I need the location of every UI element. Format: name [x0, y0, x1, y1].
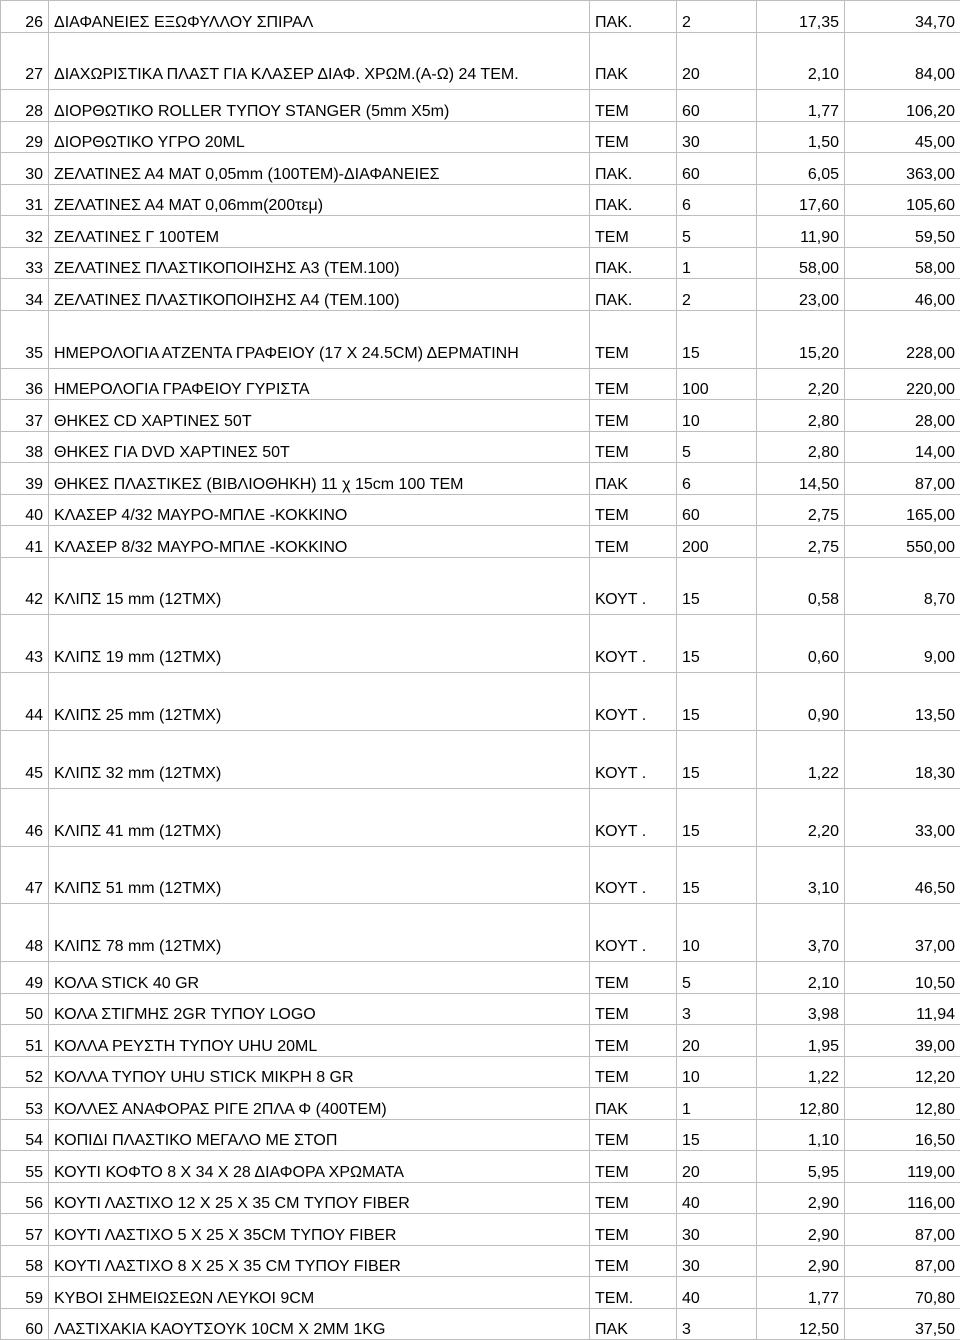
total-cell: 105,60 [845, 184, 960, 216]
quantity-cell: 15 [677, 788, 757, 846]
unit-price-cell: 2,75 [757, 494, 845, 526]
total-cell: 87,00 [845, 1245, 960, 1277]
unit-cell: ΠΑΚ. [590, 279, 677, 311]
table-row [1, 1277, 960, 1309]
unit-price-cell: 23,00 [757, 279, 845, 311]
table-row [1, 121, 960, 153]
unit-cell: ΠΑΚ [590, 32, 677, 90]
total-cell: 28,00 [845, 400, 960, 432]
quantity-cell: 1 [677, 247, 757, 279]
item-number-cell: 43 [1, 615, 49, 673]
unit-cell: ΤΕΜ [590, 1056, 677, 1088]
unit-price-cell: 0,58 [757, 557, 845, 615]
description-cell: ΚΟΠΙΔΙ ΠΛΑΣΤΙΚΟ ΜΕΓΑΛΟ ΜΕ ΣΤΟΠ [49, 1119, 590, 1151]
total-cell: 106,20 [845, 90, 960, 122]
unit-cell: ΤΕΜ [590, 1119, 677, 1151]
description-cell: ΔΙΟΡΘΩΤΙΚΟ ΥΓΡΟ 20ML [49, 121, 590, 153]
total-cell: 39,00 [845, 1025, 960, 1057]
unit-cell: ΠΑΚ [590, 1308, 677, 1340]
unit-price-cell: 2,80 [757, 431, 845, 463]
item-number-cell: 48 [1, 904, 49, 962]
description-cell: ΚΛΑΣΕΡ 8/32 ΜΑΥΡΟ-ΜΠΛΕ -ΚΟΚΚΙΝΟ [49, 526, 590, 558]
item-number-cell: 58 [1, 1245, 49, 1277]
unit-cell: ΚΟΥΤ . [590, 673, 677, 731]
description-cell: ΚΟΛΛΑ ΤΥΠΟΥ UHU STICK ΜΙΚΡΗ 8 GR [49, 1056, 590, 1088]
item-number-cell: 31 [1, 184, 49, 216]
description-cell: ΚΛΙΠΣ 78 mm (12ΤΜΧ) [49, 904, 590, 962]
total-cell: 12,20 [845, 1056, 960, 1088]
unit-cell: ΤΕΜ [590, 526, 677, 558]
unit-cell: ΤΕΜ [590, 993, 677, 1025]
table-row [1, 463, 960, 495]
unit-cell: ΤΕΜ [590, 121, 677, 153]
description-cell: ΔΙΑΧΩΡΙΣΤΙΚΑ ΠΛΑΣΤ ΓΙΑ ΚΛΑΣΕΡ ΔΙΑΦ. ΧΡΩΜ.(Α-Ω) 24 ΤΕΜ. [49, 32, 590, 90]
table-row [1, 1119, 960, 1151]
quantity-cell: 60 [677, 153, 757, 185]
item-number-cell: 57 [1, 1214, 49, 1246]
unit-price-cell: 2,90 [757, 1214, 845, 1246]
table-row [1, 247, 960, 279]
description-cell: ΚΟΛΛΕΣ ΑΝΑΦΟΡΑΣ ΡΙΓΕ 2ΠΛΑ Φ (400ΤΕΜ) [49, 1088, 590, 1120]
unit-cell: ΤΕΜ [590, 1025, 677, 1057]
description-cell: ΚΛΙΠΣ 15 mm (12ΤΜΧ) [49, 557, 590, 615]
total-cell: 45,00 [845, 121, 960, 153]
quantity-cell: 15 [677, 730, 757, 788]
item-number-cell: 45 [1, 730, 49, 788]
unit-price-cell: 2,90 [757, 1182, 845, 1214]
description-cell: ΖΕΛΑΤΙΝΕΣ ΠΛΑΣΤΙΚΟΠΟΙΗΣΗΣ Α4 (ΤΕΜ.100) [49, 279, 590, 311]
unit-cell: ΤΕΜ. [590, 1277, 677, 1309]
description-cell: ΚΛΙΠΣ 32 mm (12ΤΜΧ) [49, 730, 590, 788]
unit-price-cell: 11,90 [757, 216, 845, 248]
item-number-cell: 35 [1, 310, 49, 368]
unit-cell: ΚΟΥΤ . [590, 615, 677, 673]
description-cell: ΚΟΛΛΑ ΡΕΥΣΤΗ ΤΥΠΟΥ UHU 20ML [49, 1025, 590, 1057]
unit-price-cell: 2,20 [757, 788, 845, 846]
unit-cell: ΤΕΜ [590, 494, 677, 526]
quantity-cell: 60 [677, 90, 757, 122]
description-cell: ΚΛΙΠΣ 25 mm (12ΤΜΧ) [49, 673, 590, 731]
table-row [1, 368, 960, 400]
unit-price-cell: 3,70 [757, 904, 845, 962]
item-number-cell: 33 [1, 247, 49, 279]
description-cell: ΛΑΣΤΙΧΑΚΙΑ ΚΑΟΥΤΣΟΥΚ 10CM Χ 2ΜΜ 1KG [49, 1308, 590, 1340]
unit-price-cell: 1,50 [757, 121, 845, 153]
unit-price-cell: 14,50 [757, 463, 845, 495]
total-cell: 220,00 [845, 368, 960, 400]
unit-cell: ΤΕΜ [590, 216, 677, 248]
description-cell: ΚΛΙΠΣ 19 mm (12ΤΜΧ) [49, 615, 590, 673]
quantity-cell: 6 [677, 184, 757, 216]
item-number-cell: 42 [1, 557, 49, 615]
item-number-cell: 34 [1, 279, 49, 311]
unit-cell: ΚΟΥΤ . [590, 904, 677, 962]
description-cell: ΖΕΛΑΤΙΝΕΣ ΠΛΑΣΤΙΚΟΠΟΙΗΣΗΣ Α3 (ΤΕΜ.100) [49, 247, 590, 279]
total-cell: 363,00 [845, 153, 960, 185]
item-number-cell: 51 [1, 1025, 49, 1057]
item-number-cell: 54 [1, 1119, 49, 1151]
unit-price-cell: 2,10 [757, 32, 845, 90]
item-number-cell: 28 [1, 90, 49, 122]
item-number-cell: 40 [1, 494, 49, 526]
total-cell: 37,00 [845, 904, 960, 962]
total-cell: 34,70 [845, 1, 960, 33]
table-row [1, 184, 960, 216]
quantity-cell: 20 [677, 32, 757, 90]
description-cell: ΚΟΛΑ STICK 40 GR [49, 962, 590, 994]
quantity-cell: 30 [677, 1214, 757, 1246]
unit-price-cell: 2,90 [757, 1245, 845, 1277]
unit-cell: ΤΕΜ [590, 1182, 677, 1214]
quantity-cell: 2 [677, 279, 757, 311]
item-number-cell: 50 [1, 993, 49, 1025]
unit-cell: ΚΟΥΤ . [590, 730, 677, 788]
quantity-cell: 15 [677, 1119, 757, 1151]
item-number-cell: 47 [1, 846, 49, 904]
quantity-cell: 1 [677, 1088, 757, 1120]
item-number-cell: 27 [1, 32, 49, 90]
unit-cell: ΚΟΥΤ . [590, 846, 677, 904]
unit-price-cell: 6,05 [757, 153, 845, 185]
description-cell: ΗΜΕΡΟΛΟΓΙΑ ΑΤΖΕΝΤΑ ΓΡΑΦΕΙΟΥ (17 Χ 24.5CM) ΔΕΡΜΑΤΙΝΗ [49, 310, 590, 368]
description-cell: ΔΙΟΡΘΩΤΙΚΟ ROLLER ΤΥΠΟΥ STANGER (5mm X5m) [49, 90, 590, 122]
description-cell: ΖΕΛΑΤΙΝΕΣ Α4 ΜΑΤ 0,06mm(200τεμ) [49, 184, 590, 216]
description-cell: ΔΙΑΦΑΝΕΙΕΣ ΕΞΩΦΥΛΛΟΥ ΣΠΙΡΑΛ [49, 1, 590, 33]
quantity-cell: 20 [677, 1025, 757, 1057]
quantity-cell: 15 [677, 615, 757, 673]
total-cell: 165,00 [845, 494, 960, 526]
quantity-cell: 10 [677, 904, 757, 962]
quantity-cell: 30 [677, 121, 757, 153]
total-cell: 550,00 [845, 526, 960, 558]
unit-price-cell: 0,90 [757, 673, 845, 731]
quantity-cell: 15 [677, 557, 757, 615]
description-cell: ΘΗΚΕΣ ΓΙΑ DVD ΧΑΡΤΙΝΕΣ 50Τ [49, 431, 590, 463]
table-row [1, 431, 960, 463]
quantity-cell: 5 [677, 962, 757, 994]
total-cell: 46,00 [845, 279, 960, 311]
unit-cell: ΤΕΜ [590, 962, 677, 994]
table-row [1, 673, 960, 731]
item-number-cell: 37 [1, 400, 49, 432]
quantity-cell: 100 [677, 368, 757, 400]
unit-price-cell: 1,22 [757, 1056, 845, 1088]
quantity-cell: 40 [677, 1182, 757, 1214]
table-row [1, 494, 960, 526]
unit-price-cell: 17,35 [757, 1, 845, 33]
table-row [1, 526, 960, 558]
item-number-cell: 53 [1, 1088, 49, 1120]
description-cell: ΗΜΕΡΟΛΟΓΙΑ ΓΡΑΦΕΙΟΥ ΓΥΡΙΣΤΑ [49, 368, 590, 400]
unit-price-cell: 17,60 [757, 184, 845, 216]
unit-price-cell: 1,95 [757, 1025, 845, 1057]
total-cell: 58,00 [845, 247, 960, 279]
table-row [1, 904, 960, 962]
item-number-cell: 39 [1, 463, 49, 495]
quantity-cell: 15 [677, 673, 757, 731]
item-number-cell: 55 [1, 1151, 49, 1183]
unit-price-cell: 2,75 [757, 526, 845, 558]
total-cell: 11,94 [845, 993, 960, 1025]
item-number-cell: 44 [1, 673, 49, 731]
unit-cell: ΤΕΜ [590, 310, 677, 368]
total-cell: 14,00 [845, 431, 960, 463]
description-cell: ΖΕΛΑΤΙΝΕΣ Γ 100ΤΕΜ [49, 216, 590, 248]
description-cell: ΘΗΚΕΣ ΠΛΑΣΤΙΚΕΣ (ΒΙΒΛΙΟΘΗΚΗ) 11 χ 15cm 100 ΤΕΜ [49, 463, 590, 495]
quantity-cell: 15 [677, 310, 757, 368]
unit-price-cell: 12,80 [757, 1088, 845, 1120]
unit-price-cell: 3,98 [757, 993, 845, 1025]
unit-cell: ΤΕΜ [590, 90, 677, 122]
quantity-cell: 10 [677, 1056, 757, 1088]
item-number-cell: 46 [1, 788, 49, 846]
unit-cell: ΤΕΜ [590, 368, 677, 400]
quantity-cell: 2 [677, 1, 757, 33]
table-row [1, 1245, 960, 1277]
quantity-cell: 10 [677, 400, 757, 432]
unit-cell: ΠΑΚ [590, 1088, 677, 1120]
table-row [1, 1182, 960, 1214]
item-number-cell: 49 [1, 962, 49, 994]
unit-price-cell: 12,50 [757, 1308, 845, 1340]
item-number-cell: 26 [1, 1, 49, 33]
total-cell: 46,50 [845, 846, 960, 904]
table-body [1, 1, 960, 1340]
table-row [1, 557, 960, 615]
table-row [1, 1025, 960, 1057]
table-row [1, 993, 960, 1025]
table-row [1, 216, 960, 248]
item-number-cell: 52 [1, 1056, 49, 1088]
quantity-cell: 200 [677, 526, 757, 558]
unit-cell: ΤΕΜ [590, 400, 677, 432]
unit-price-cell: 1,22 [757, 730, 845, 788]
table-row [1, 32, 960, 90]
total-cell: 16,50 [845, 1119, 960, 1151]
total-cell: 12,80 [845, 1088, 960, 1120]
description-cell: ΚΥΒΟΙ ΣΗΜΕΙΩΣΕΩΝ ΛΕΥΚΟΙ 9CM [49, 1277, 590, 1309]
table-row [1, 730, 960, 788]
description-cell: ΚΟΥΤΙ ΛΑΣΤΙΧΟ 12 Χ 25 Χ 35 CM ΤΥΠΟΥ FIBER [49, 1182, 590, 1214]
table-row [1, 400, 960, 432]
quantity-cell: 3 [677, 993, 757, 1025]
table-row [1, 846, 960, 904]
description-cell: ΚΛΑΣΕΡ 4/32 ΜΑΥΡΟ-ΜΠΛΕ -ΚΟΚΚΙΝΟ [49, 494, 590, 526]
quantity-cell: 5 [677, 431, 757, 463]
item-number-cell: 32 [1, 216, 49, 248]
total-cell: 116,00 [845, 1182, 960, 1214]
table-row [1, 1151, 960, 1183]
table-row [1, 1308, 960, 1340]
unit-cell: ΚΟΥΤ . [590, 557, 677, 615]
table-row [1, 788, 960, 846]
unit-price-cell: 2,10 [757, 962, 845, 994]
unit-price-cell: 0,60 [757, 615, 845, 673]
unit-cell: ΚΟΥΤ . [590, 788, 677, 846]
description-cell: ΖΕΛΑΤΙΝΕΣ Α4 ΜΑΤ 0,05mm (100ΤΕΜ)-ΔΙΑΦΑΝΕΙΕΣ [49, 153, 590, 185]
table-row [1, 962, 960, 994]
unit-cell: ΤΕΜ [590, 1214, 677, 1246]
unit-price-cell: 5,95 [757, 1151, 845, 1183]
table-row [1, 1214, 960, 1246]
total-cell: 59,50 [845, 216, 960, 248]
unit-price-cell: 1,77 [757, 1277, 845, 1309]
total-cell: 13,50 [845, 673, 960, 731]
table-row [1, 279, 960, 311]
unit-cell: ΠΑΚ. [590, 184, 677, 216]
unit-price-cell: 58,00 [757, 247, 845, 279]
total-cell: 18,30 [845, 730, 960, 788]
item-number-cell: 60 [1, 1308, 49, 1340]
item-number-cell: 41 [1, 526, 49, 558]
table-row [1, 1088, 960, 1120]
unit-cell: ΤΕΜ [590, 1151, 677, 1183]
total-cell: 10,50 [845, 962, 960, 994]
unit-price-cell: 2,20 [757, 368, 845, 400]
table-row [1, 153, 960, 185]
unit-cell: ΠΑΚ. [590, 153, 677, 185]
description-cell: ΚΛΙΠΣ 41 mm (12ΤΜΧ) [49, 788, 590, 846]
total-cell: 119,00 [845, 1151, 960, 1183]
quantity-cell: 60 [677, 494, 757, 526]
total-cell: 87,00 [845, 1214, 960, 1246]
description-cell: ΚΟΛΑ ΣΤΙΓΜΗΣ 2GR ΤΥΠΟΥ LOGO [49, 993, 590, 1025]
description-cell: ΘΗΚΕΣ CD ΧΑΡΤΙΝΕΣ 50Τ [49, 400, 590, 432]
unit-cell: ΠΑΚ. [590, 1, 677, 33]
unit-price-cell: 1,77 [757, 90, 845, 122]
quantity-cell: 20 [677, 1151, 757, 1183]
total-cell: 70,80 [845, 1277, 960, 1309]
table-row [1, 1, 960, 33]
item-number-cell: 59 [1, 1277, 49, 1309]
quantity-cell: 6 [677, 463, 757, 495]
table-row [1, 90, 960, 122]
table-row [1, 310, 960, 368]
unit-cell: ΤΕΜ [590, 431, 677, 463]
unit-price-cell: 3,10 [757, 846, 845, 904]
item-number-cell: 38 [1, 431, 49, 463]
unit-price-cell: 15,20 [757, 310, 845, 368]
table-row [1, 615, 960, 673]
quantity-cell: 3 [677, 1308, 757, 1340]
description-cell: ΚΟΥΤΙ ΛΑΣΤΙΧΟ 5 Χ 25 Χ 35CM ΤΥΠΟΥ FIBER [49, 1214, 590, 1246]
description-cell: ΚΛΙΠΣ 51 mm (12ΤΜΧ) [49, 846, 590, 904]
unit-cell: ΤΕΜ [590, 1245, 677, 1277]
unit-price-cell: 1,10 [757, 1119, 845, 1151]
total-cell: 37,50 [845, 1308, 960, 1340]
unit-price-cell: 2,80 [757, 400, 845, 432]
total-cell: 8,70 [845, 557, 960, 615]
quantity-cell: 40 [677, 1277, 757, 1309]
item-number-cell: 30 [1, 153, 49, 185]
description-cell: ΚΟΥΤΙ ΛΑΣΤΙΧΟ 8 Χ 25 Χ 35 CM ΤΥΠΟΥ FIBER [49, 1245, 590, 1277]
description-cell: ΚΟΥΤΙ ΚΟΦΤΟ 8 Χ 34 Χ 28 ΔΙΑΦΟΡΑ ΧΡΩΜΑΤΑ [49, 1151, 590, 1183]
table-row [1, 1056, 960, 1088]
total-cell: 228,00 [845, 310, 960, 368]
total-cell: 87,00 [845, 463, 960, 495]
total-cell: 9,00 [845, 615, 960, 673]
quantity-cell: 15 [677, 846, 757, 904]
item-number-cell: 36 [1, 368, 49, 400]
quantity-cell: 30 [677, 1245, 757, 1277]
unit-cell: ΠΑΚ [590, 463, 677, 495]
total-cell: 84,00 [845, 32, 960, 90]
item-number-cell: 29 [1, 121, 49, 153]
quantity-cell: 5 [677, 216, 757, 248]
unit-cell: ΠΑΚ. [590, 247, 677, 279]
item-number-cell: 56 [1, 1182, 49, 1214]
total-cell: 33,00 [845, 788, 960, 846]
